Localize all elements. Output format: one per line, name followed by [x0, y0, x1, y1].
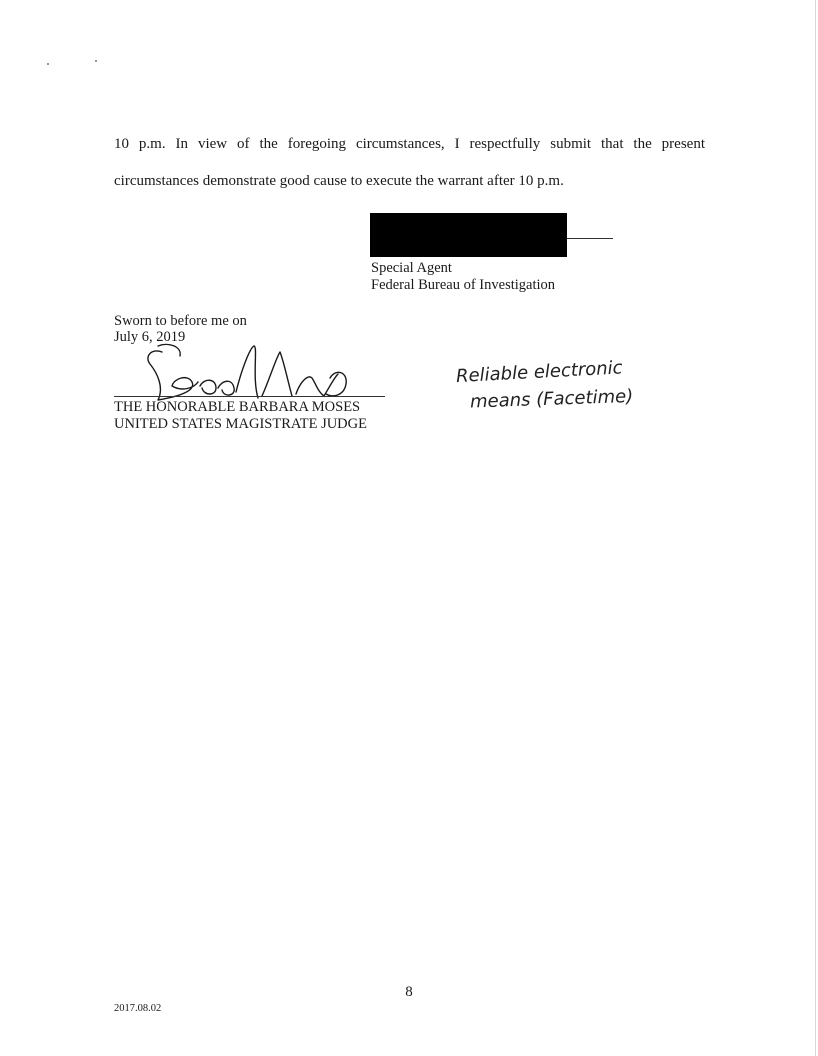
sworn-line: Sworn to before me on: [114, 313, 247, 329]
page-edge-line: [815, 0, 816, 1056]
judge-name: THE HONORABLE BARBARA MOSES: [114, 399, 361, 415]
judge-title: UNITED STATES MAGISTRATE JUDGE: [114, 416, 367, 432]
redaction-box: [370, 213, 567, 257]
agent-signature-line: [567, 238, 613, 239]
agent-signature-block: [371, 260, 555, 294]
judge-signature-line: [114, 396, 385, 397]
judge-signature-block: [114, 399, 367, 433]
sworn-date: July 6, 2019: [114, 329, 186, 345]
body-text-line-2: circumstances demonstrate good cause to execute the warrant after 10 p.m.: [114, 173, 564, 189]
handwritten-note-line-2: means (Facetime): [469, 385, 634, 413]
scan-speck: [47, 63, 49, 65]
agent-title: Special Agent: [371, 260, 452, 276]
scan-speck: [95, 60, 97, 62]
body-text-line-1: 10 p.m. In view of the foregoing circumstances, I respectfully submit that the present: [114, 136, 705, 152]
page-number: 8: [405, 984, 413, 1000]
footer-code: 2017.08.02: [114, 1003, 162, 1014]
handwritten-note-line-1: Reliable electronic: [455, 357, 624, 388]
handwritten-annotation: [452, 352, 692, 414]
agent-agency: Federal Bureau of Investigation: [371, 277, 556, 293]
